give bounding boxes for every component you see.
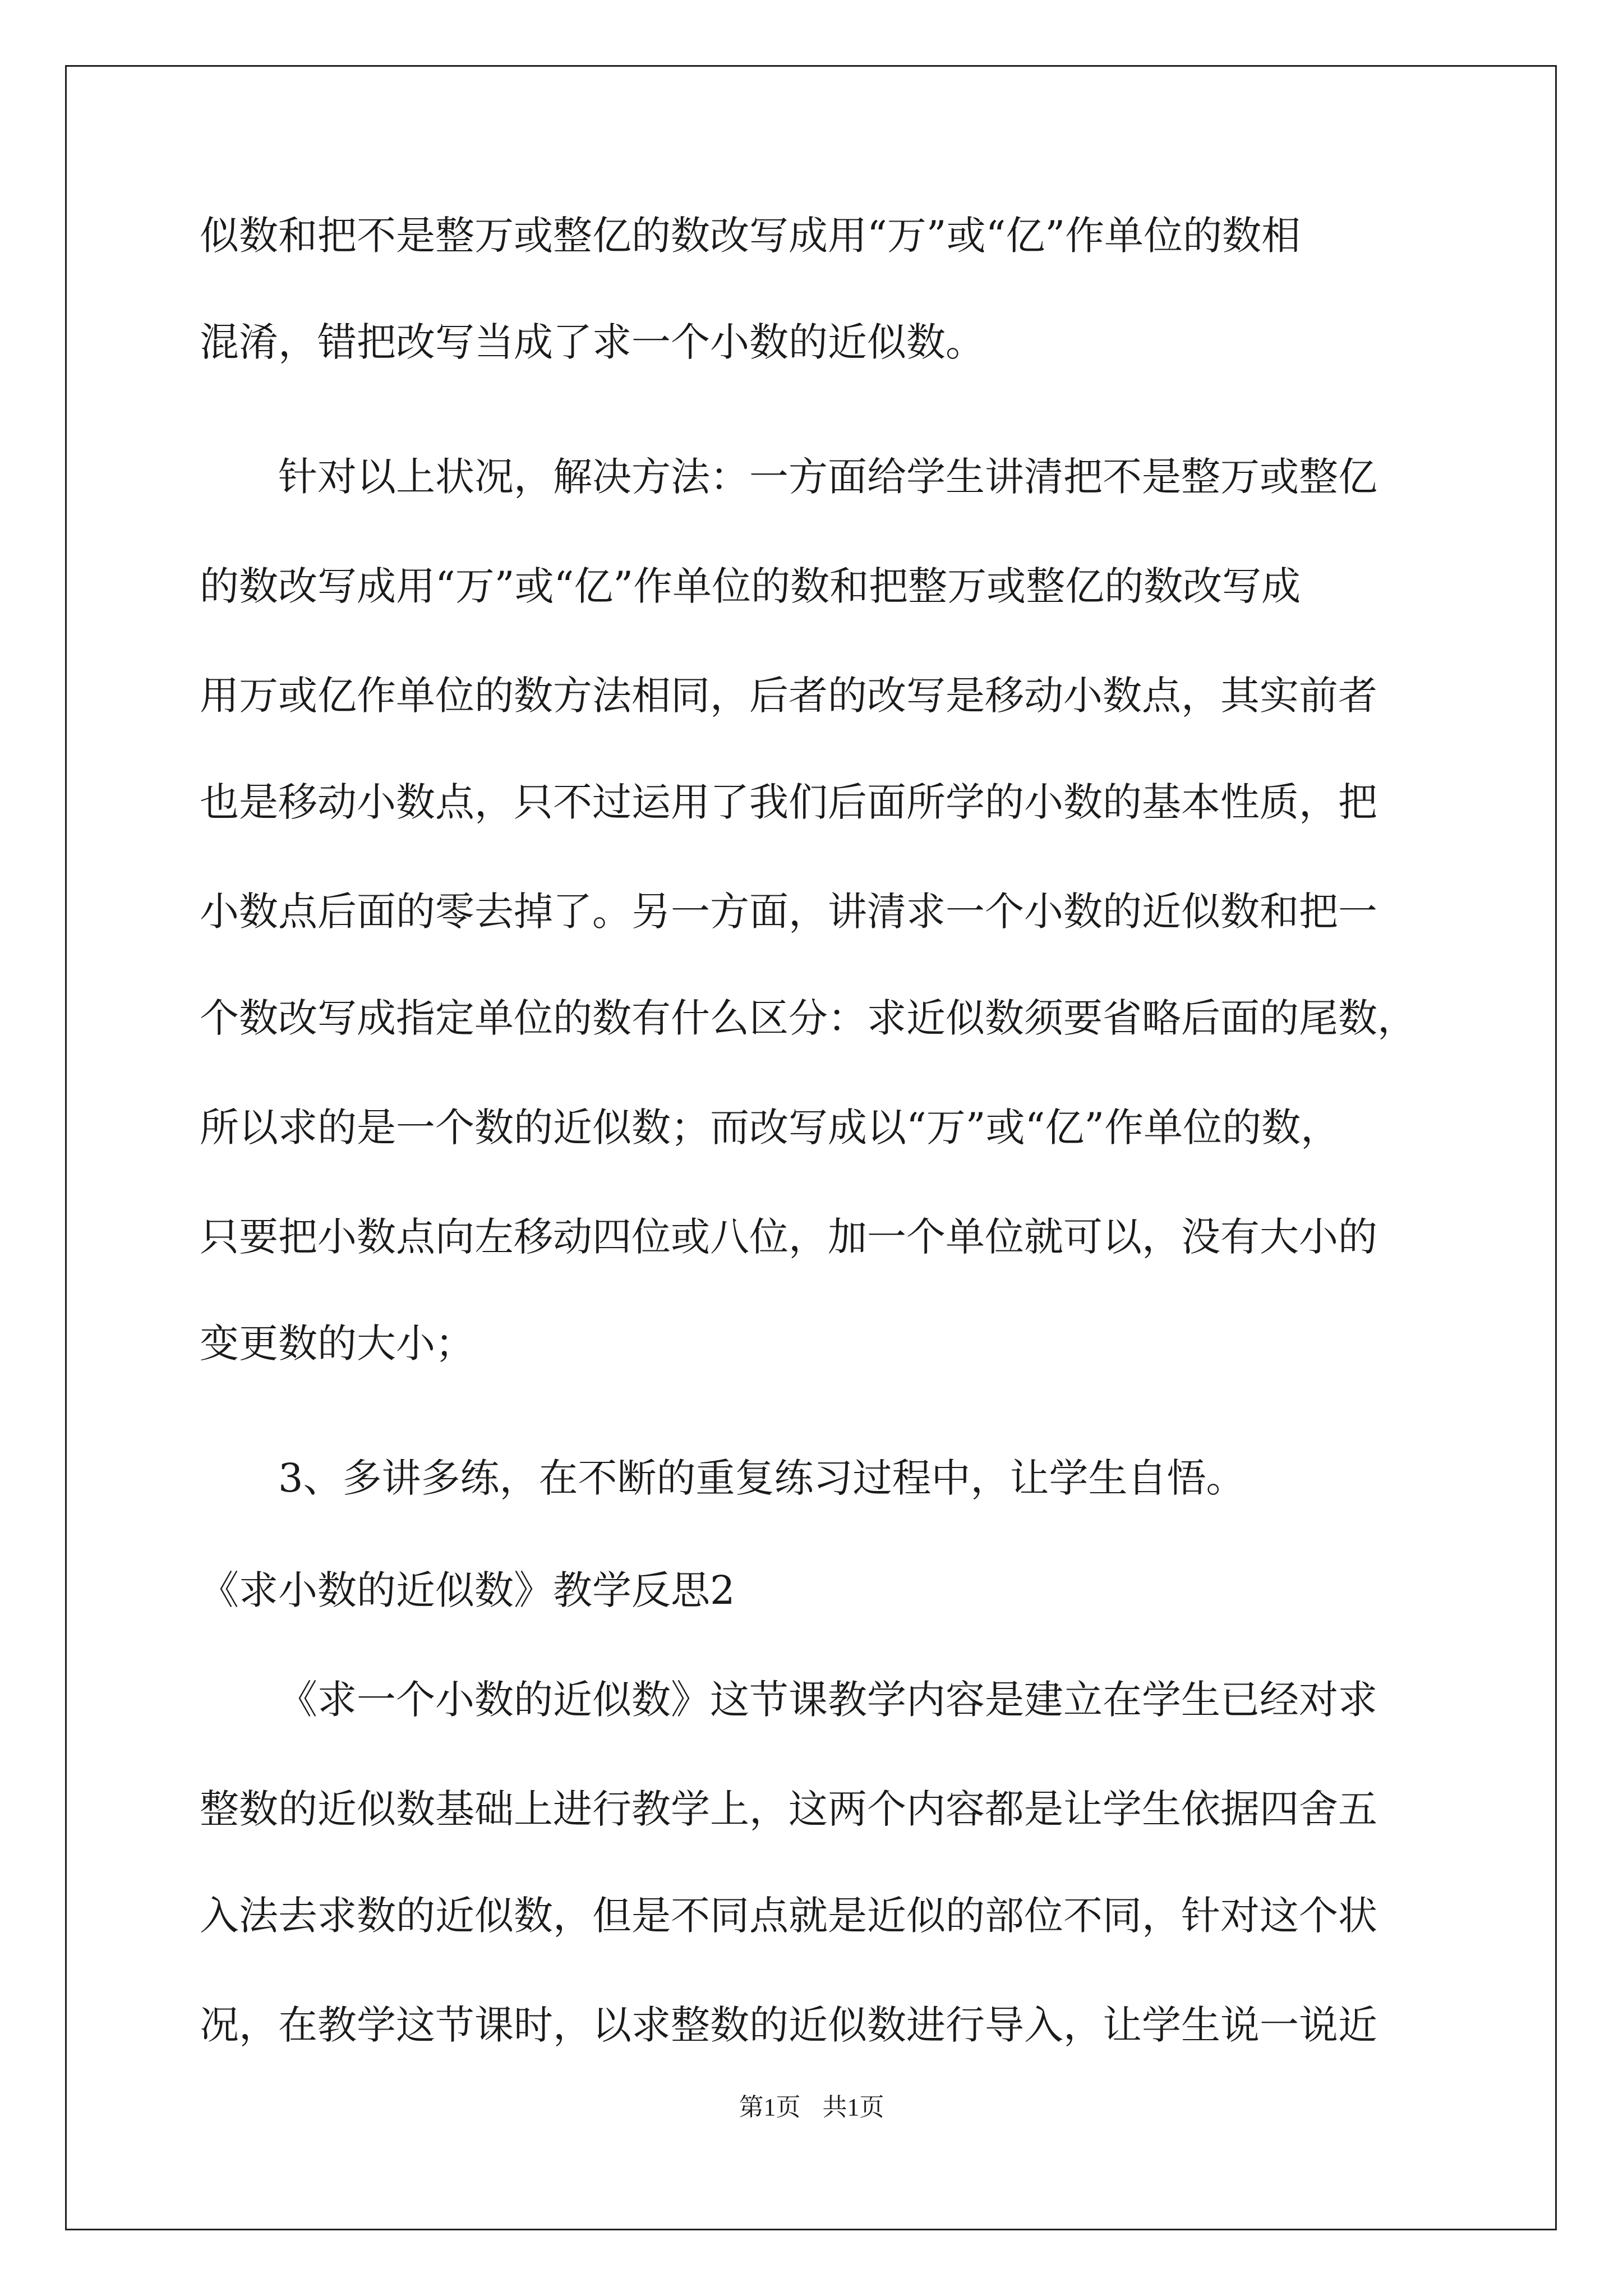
- text-line: 所以求的是一个数的近似数；而改写成以“万”或“亿”作单位的数，: [200, 1105, 1340, 1151]
- text-line: 3、多讲多练，在不断的重复练习过程中，让学生自悟。: [278, 1455, 1246, 1501]
- text-line: 的数改写成用“万”或“亿”作单位的数和把整万或整亿的数改写成: [200, 563, 1301, 609]
- text-line: 也是移动小数点，只不过运用了我们后面所学的小数的基本性质，把: [200, 779, 1377, 825]
- text-line: 入法去求数的近似数，但是不同点就是近似的部位不同，针对这个状: [200, 1893, 1377, 1939]
- text-line: 《求一个小数的近似数》这节课教学内容是建立在学生已经对求: [278, 1677, 1377, 1723]
- text-line: 小数点后面的零去掉了。另一方面，讲清求一个小数的近似数和把一: [200, 889, 1377, 935]
- text-line: 针对以上状况，解决方法：一方面给学生讲清把不是整万或整亿: [278, 454, 1377, 500]
- page-footer: [0, 2091, 1623, 2124]
- text-line: 变更数的大小；: [200, 1320, 474, 1366]
- text-line: 用万或亿作单位的数方法相同，后者的改写是移动小数点，其实前者: [200, 673, 1377, 719]
- text-line: 况，在教学这节课时，以求整数的近似数进行导入，让学生说一说近: [200, 2002, 1377, 2048]
- text-line: 混淆，错把改写当成了求一个小数的近似数。: [200, 319, 985, 365]
- text-line: 似数和把不是整万或整亿的数改写成用“万”或“亿”作单位的数相: [200, 213, 1301, 259]
- text-line: 只要把小数点向左移动四位或八位，加一个单位就可以，没有大小的: [200, 1214, 1377, 1260]
- text-line: 个数改写成指定单位的数有什么区分：求近似数须要省略后面的尾数，: [200, 995, 1417, 1041]
- text-line: 整数的近似数基础上进行教学上，这两个内容都是让学生依据四舍五: [200, 1786, 1377, 1832]
- page-number: 第1页: [739, 2093, 801, 2121]
- page-total: 共1页: [822, 2093, 884, 2121]
- section-heading: 《求小数的近似数》教学反思2: [200, 1567, 735, 1613]
